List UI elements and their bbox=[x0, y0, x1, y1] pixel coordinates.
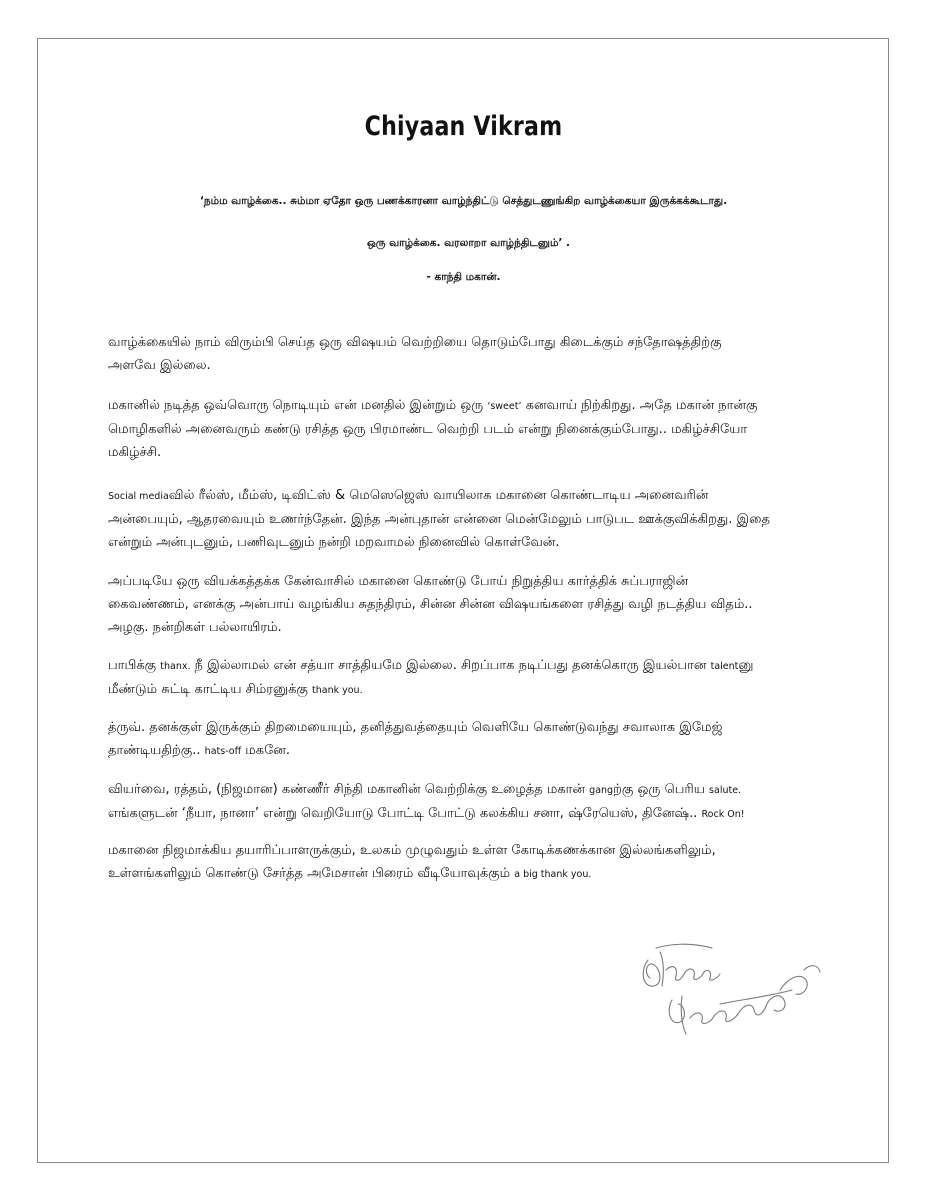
text-run: உள்ளங்களிலும் கொண்டு சேர்த்த அமேசான் பிரைம் வீடியோவுக்கும் bbox=[108, 866, 515, 881]
text-run: Rock On! bbox=[701, 809, 745, 820]
paragraph-line: அளவே இல்லை. bbox=[108, 358, 211, 373]
paragraph-line: அப்படியே ஒரு வியக்கத்தக்க கேன்வாசில் மகானை கொண்டு போய் நிறுத்திய கார்த்திக் சுப்பராஜின் bbox=[108, 574, 689, 589]
handwritten-signature bbox=[620, 915, 840, 1050]
paragraph-5 bbox=[108, 654, 808, 702]
paragraph-line: மகானை நிஜமாக்கிய தயாரிப்பாளருக்கும், உலகம் முழுவதும் உள்ள கோடிக்கணக்கான இல்லங்களிலும், bbox=[108, 843, 716, 858]
paragraph-7 bbox=[108, 778, 808, 826]
paragraph-2 bbox=[108, 394, 808, 464]
paragraph-line bbox=[108, 394, 808, 418]
page-title: Chiyaan Vikram bbox=[364, 111, 563, 142]
text-run: ற்கு ஒரு பெரிய bbox=[613, 782, 710, 797]
paragraph-line bbox=[108, 778, 808, 802]
paragraph-line: மகிழ்ச்சி. bbox=[108, 445, 162, 460]
text-run: நீ இல்லாமல் என் சத்யா சாத்தியமே இல்லை. சிறப்பாக நடிப்பது தனக்கொரு இயல்பான bbox=[190, 658, 711, 673]
paragraph-6 bbox=[108, 716, 808, 763]
paragraph-4 bbox=[108, 570, 808, 639]
signature-text: அன்புடன் சீயான் விக்ரம் bbox=[620, 915, 800, 934]
text-run: a big thank you. bbox=[514, 869, 592, 880]
quote-attribution: - காந்தி மகான். bbox=[426, 271, 501, 283]
text-run: கனவாய் நிற்கிறது. அதே மகான் நான்கு bbox=[521, 398, 758, 413]
text-run: வியர்வை, ரத்தம், (நிஜமான) கண்ணீர் சிந்தி மகானின் வெற்றிக்கு உழைத்த மகான் bbox=[108, 782, 590, 797]
text-run: தாண்டியதிற்கு.. bbox=[108, 743, 205, 758]
text-run: talent bbox=[710, 661, 739, 672]
paragraph-1 bbox=[108, 331, 808, 377]
text-run: மகனே. bbox=[241, 743, 291, 758]
paragraph-line: அழகு. நன்றிகள் பல்லாயிரம். bbox=[108, 620, 282, 635]
text-run: thanx. bbox=[160, 661, 191, 672]
paragraph-line: மொழிகளில் அனைவரும் கண்டு ரசித்த ஒரு பிரமாண்ட வெற்றி படம் என்று நினைக்கும்போது.. மகிழ்ச்சியோ bbox=[108, 422, 748, 437]
text-run: ‘sweet’ bbox=[487, 401, 522, 412]
paragraph-line bbox=[108, 802, 808, 826]
paragraph-line bbox=[108, 678, 808, 702]
paragraph-8 bbox=[108, 839, 808, 886]
paragraph-line: த்ருவ். தனக்குள் இருக்கும் திறமையையும், தனித்துவத்தையும் வெளியே கொண்டுவந்து சவாலாக இமேஜ் bbox=[108, 720, 723, 735]
paragraph-line: என்றும் அன்புடனும், பணிவுடனும் நன்றி மறவாமல் நினைவில் கொள்வேன். bbox=[108, 535, 560, 550]
text-run: பாபிக்கு bbox=[108, 658, 161, 673]
paragraph-line bbox=[108, 654, 808, 678]
paragraph-line bbox=[108, 862, 808, 886]
paragraph-line: கைவண்ணம், எனக்கு அன்பாய் வழங்கிய சுதந்திரம், சின்ன சின்ன விஷயங்களை ரசித்து வழி நடத்திய விதம்.. bbox=[108, 597, 753, 612]
quote-line-1: ‘நம்ம வாழ்க்கை.. சும்மா ஏதோ ஒரு பணக்காரனா வாழ்ந்திட்டு செத்துடணுங்கிற வாழ்க்கையா இருக்கக்கூடாது. bbox=[199, 195, 728, 207]
text-run: மீண்டும் சுட்டி காட்டிய சிம்ரனுக்கு bbox=[108, 682, 312, 697]
paragraph-line: அன்பையும், ஆதரவையும் உணர்ந்தேன். இந்த அன்புதான் என்னை மென்மேலும் பாடுபட ஊக்குவிக்கிறது. இதை bbox=[108, 512, 770, 527]
paragraph-line bbox=[108, 484, 808, 508]
text-run: மகானில் நடித்த ஒவ்வொரு நொடியும் என் மனதில் இன்றும் ஒரு bbox=[108, 398, 488, 413]
text-run: thank you. bbox=[312, 685, 363, 696]
text-run: salute. bbox=[709, 785, 742, 796]
text-run: hats-off bbox=[204, 746, 242, 757]
paragraph-3 bbox=[108, 484, 808, 554]
text-run: Social media bbox=[108, 491, 169, 502]
paragraph-line: வாழ்க்கையில் நாம் விரும்பி செய்த ஒரு விஷயம் வெற்றியை தொடும்போது கிடைக்கும் சந்தோஷத்திற்கு bbox=[108, 335, 722, 350]
quote-line-2: ஒரு வாழ்க்கை. வரலாறா வாழ்ந்திடனும்’ . bbox=[366, 237, 571, 249]
paragraph-line bbox=[108, 739, 808, 763]
text-run: னு bbox=[738, 658, 754, 673]
text-run: எங்களுடன் ‘நீயா, நானா’ என்று வெறியோடு போட்டி போட்டு கலக்கிய சனா, ஷ்ரேயெஸ், தினேஷ்.. bbox=[108, 806, 702, 821]
text-run: gang bbox=[589, 785, 614, 796]
text-run: வில் ரீல்ஸ், மீம்ஸ், டிவிட்ஸ் & மெஸெஜெஸ் வாயிலாக மகானை கொண்டாடிய அனைவரின் bbox=[168, 488, 709, 503]
